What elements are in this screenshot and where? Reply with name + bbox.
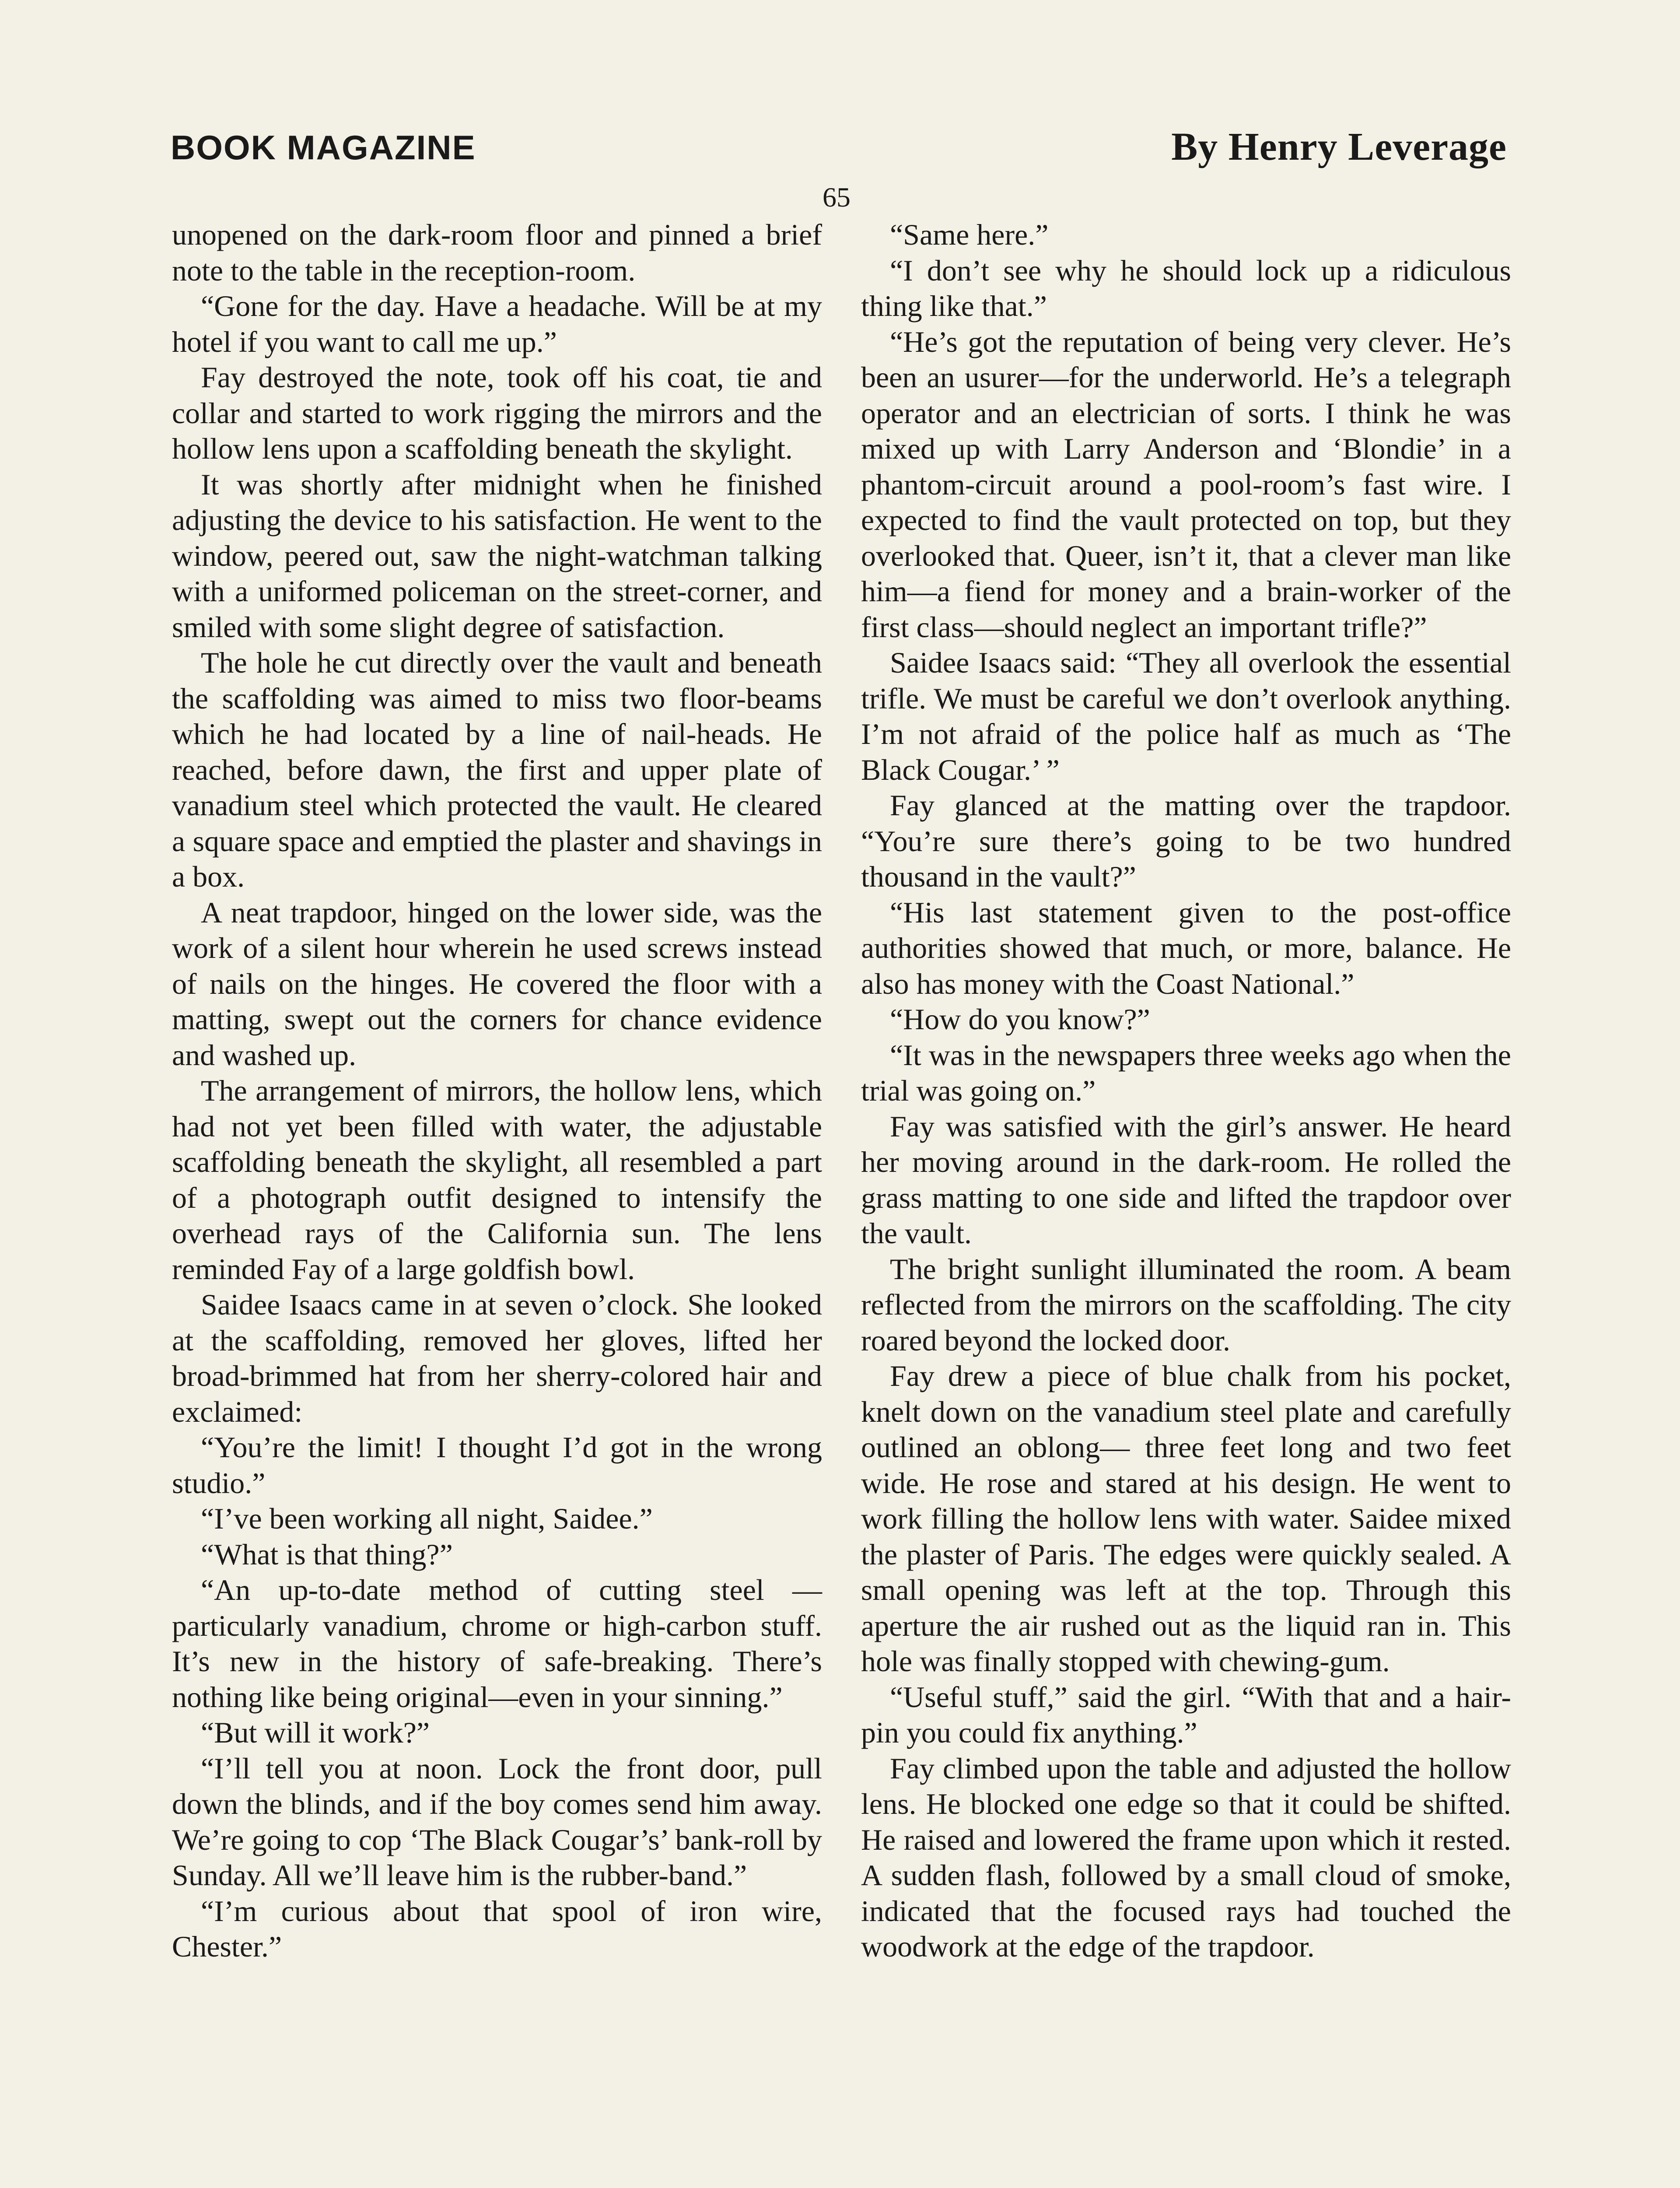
paragraph: Fay glanced at the matting over the trapdoor. “You’re sure there’s going to be two hundred thousand in the vault?” [861,789,1511,893]
paragraph: “An up-to-date method of cutting steel —particularly vanadium, chrome or high-carbon stuff. It’s new in the history of safe-breaking. There’s nothing like being original—even in your sinning.” [172,1573,822,1714]
paragraph: “I don’t see why he should lock up a ridiculous thing like that.” [861,253,1511,323]
paragraph: Fay destroyed the note, took off his coat, tie and collar and started to work rigging the mirrors and the hollow lens upon a scaffolding beneath the skylight. [172,361,822,465]
paragraph: “He’s got the reputation of being very clever. He’s been an usurer—for the underworld. He’s a telegraph operator and an electrician of sorts. I think he was mixed up with Larry Anderson and ‘Blondie’ in a phantom-circuit around a pool-room’s fast wire. I expected to find the vault protected on top, but they overlooked that. Queer, isn’t it, that a clever man like him—a fiend for money and a brain-worker of the first class—should neglect an important trifle?” [861,325,1511,644]
author-byline: By Henry Leverage [1171,125,1507,168]
paragraph: A neat trapdoor, hinged on the lower side, was the work of a silent hour wherein he used screws instead of nails on the hinges. He covered the floor with a matting, swept out the corners for chance evidence and washed up. [172,895,822,1072]
paragraph: “But will it work?” [201,1716,430,1749]
right-column [861,217,1511,1965]
paragraph: “It was in the newspapers three weeks ago when the trial was going on.” [861,1038,1511,1107]
paragraph: “Gone for the day. Have a headache. Will be at my hotel if you want to call me up.” [172,289,822,358]
paragraph: “I’ll tell you at noon. Lock the front door, pull down the blinds, and if the boy comes send him away. We’re going to cop ‘The Black Cougar’s’ bank-roll by Sunday. All we’ll leave him is the rubber-band.” [172,1751,822,1892]
paragraph: The hole he cut directly over the vault and beneath the scaffolding was aimed to miss two floor-beams which he had located by a line of nail-heads. He reached, before dawn, the first and upper plate of vanadium steel which protected the vault. He cleared a square space and emptied the plaster and shavings in a box. [172,646,822,893]
left-column [172,217,822,1965]
paragraph: “I’ve been working all night, Saidee.” [201,1502,653,1535]
paragraph: Fay climbed upon the table and adjusted the hollow lens. He blocked one edge so that it could be shifted. He raised and lowered the frame upon which it rested. A sudden flash, followed by a small cloud of smoke, indicated that the focused rays had touched the woodwork at the edge of the trapdoor. [861,1751,1511,1963]
paragraph: “What is that thing?” [201,1537,453,1571]
page-number: 65 [822,182,850,213]
paragraph: Fay was satisfied with the girl’s answer. He heard her moving around in the dark-room. He rolled the grass matting to one side and lifted the trapdoor over the vault. [861,1109,1511,1250]
paragraph: “You’re the limit! I thought I’d got in the wrong studio.” [172,1431,822,1500]
paragraph: Saidee Isaacs came in at seven o’clock. She looked at the scaffolding, removed her gloves, lifted her broad-brimmed hat from her sherry-colored hair and exclaimed: [172,1288,822,1428]
paragraph: “How do you know?” [890,1003,1150,1036]
paragraph: unopened on the dark-room floor and pinned a brief note to the table in the reception-room. [172,218,822,287]
paragraph: “Same here.” [890,218,1049,251]
magazine-title: BOOK MAGAZINE [171,128,476,167]
paragraph: Fay drew a piece of blue chalk from his pocket, knelt down on the vanadium steel plate and carefully outlined an oblong— three feet long and two feet wide. He rose and stared at his design. He went to work filling the hollow lens with water. Saidee mixed the plaster of Paris. The edges were quickly sealed. A small opening was left at the top. Through this aperture the air rushed out as the liquid ran in. This hole was finally stopped with chewing-gum. [861,1359,1511,1678]
paragraph: Saidee Isaacs said: “They all overlook the essential trifle. We must be careful we don’t overlook anything. I’m not afraid of the police half as much as ‘The Black Cougar.’ ” [861,646,1511,786]
paragraph: “His last statement given to the post-office authorities showed that much, or more, balance. He also has money with the Coast National.” [861,895,1511,1000]
paragraph: It was shortly after midnight when he finished adjusting the device to his satisfaction. He went to the window, peered out, saw the night-watchman talking with a uniformed policeman on the street-corner, and smiled with some slight degree of satisfaction. [172,467,822,644]
paragraph: “I’m curious about that spool of iron wire, Chester.” [172,1894,822,1963]
paragraph: “Useful stuff,” said the girl. “With that and a hair-pin you could fix anything.” [861,1680,1511,1749]
paragraph: The bright sunlight illuminated the room. A beam reflected from the mirrors on the scaffolding. The city roared beyond the locked door. [861,1252,1511,1357]
paragraph: The arrangement of mirrors, the hollow lens, which had not yet been filled with water, the adjustable scaffolding beneath the skylight, all resembled a part of a photograph outfit designed to intensify the overhead rays of the California sun. The lens reminded Fay of a large goldfish bowl. [172,1074,822,1286]
